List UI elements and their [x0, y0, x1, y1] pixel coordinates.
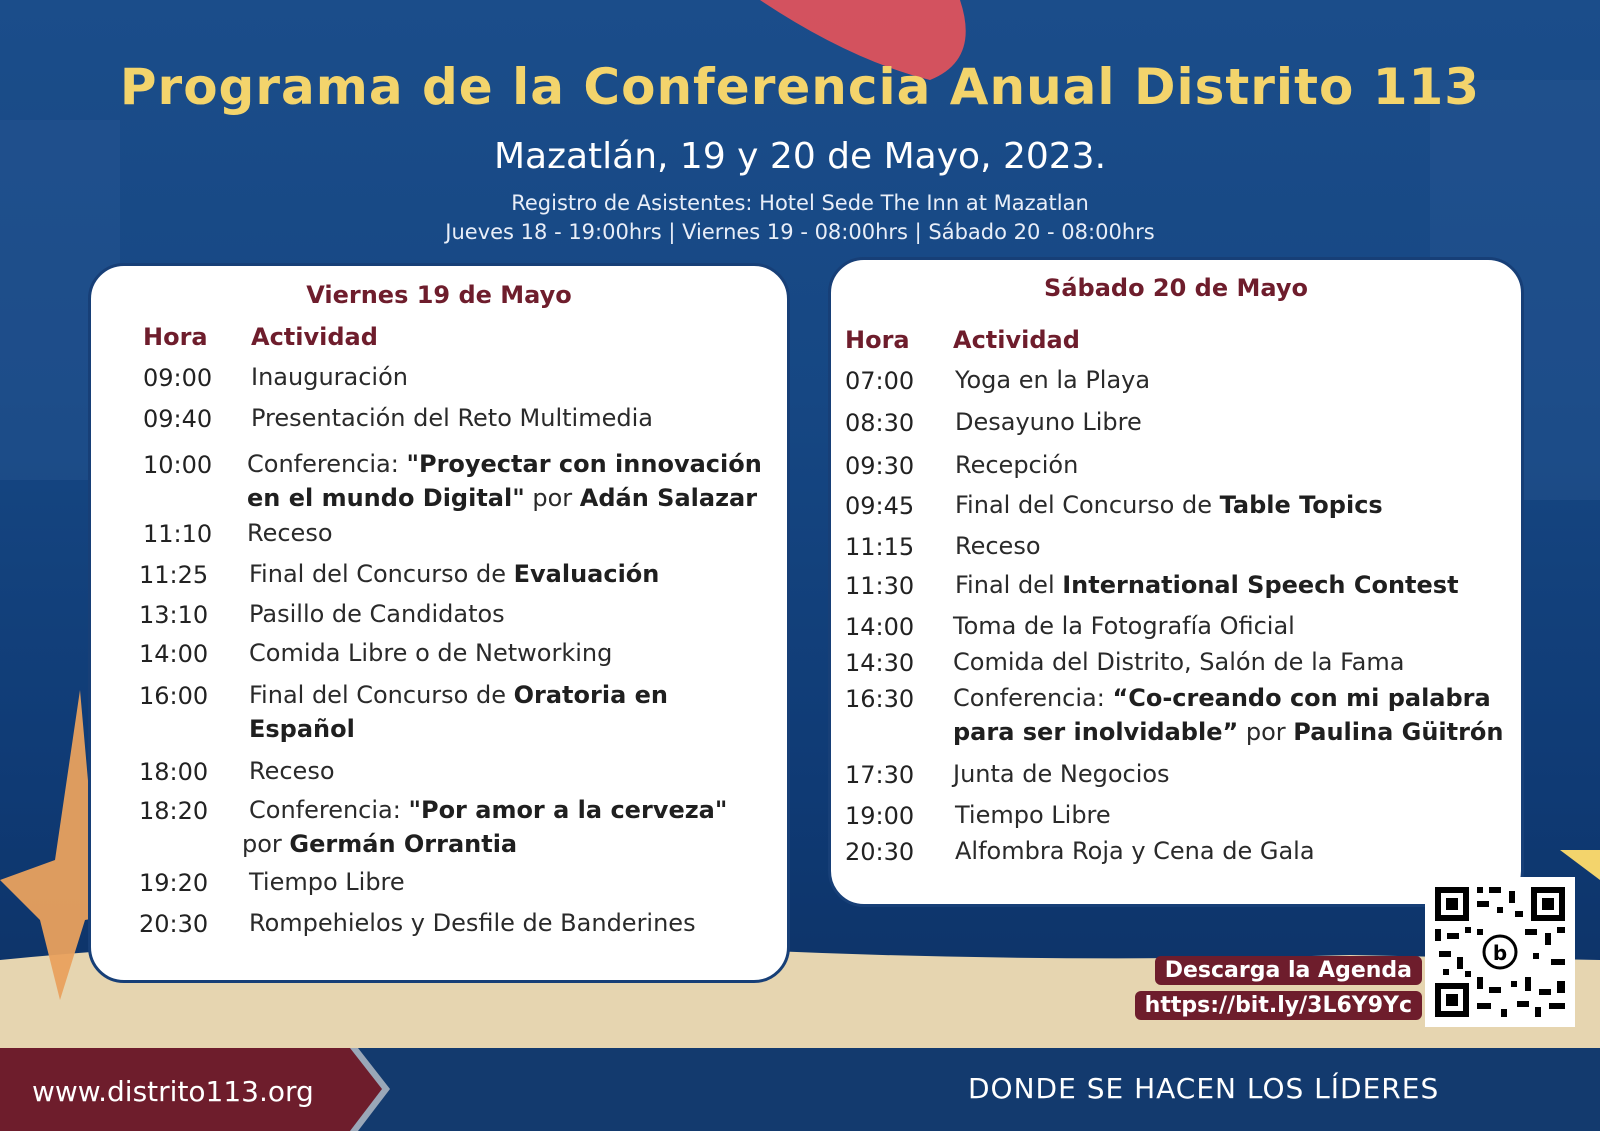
activity-cell: Final del International Speech Contest — [955, 571, 1459, 599]
time-cell: 11:10 — [143, 520, 213, 548]
event-date-location: Mazatlán, 19 y 20 de Mayo, 2023. — [493, 136, 1107, 177]
activity-cell: Presentación del Reto Multimedia — [251, 404, 653, 432]
activity-cell: Final del Concurso de Table Topics — [955, 491, 1383, 519]
page-title: Programa de la Conferencia Anual Distrito 113 — [119, 58, 1481, 116]
time-cell: 09:30 — [845, 452, 915, 480]
activity-cell: Toma de la Fotografía Oficial — [953, 612, 1295, 640]
activity-cell: Comida Libre o de Networking — [249, 639, 613, 667]
download-agenda-link[interactable]: https://bit.ly/3L6Y9Yc — [1135, 991, 1422, 1020]
qr-code[interactable] — [1425, 877, 1575, 1027]
time-cell: 09:40 — [143, 405, 213, 433]
registration-hours: Jueves 18 - 19:00hrs | Viernes 19 - 08:00hrs | Sábado 20 - 08:00hrs — [445, 220, 1155, 244]
time-cell: 20:30 — [845, 838, 915, 866]
saturday-col-time-header: Hora — [845, 326, 910, 354]
saturday-col-activity-header: Actividad — [953, 326, 1080, 354]
activity-cell: Receso — [249, 757, 335, 785]
activity-cell: Receso — [955, 532, 1041, 560]
time-cell: 11:15 — [845, 533, 915, 561]
time-cell: 16:00 — [139, 682, 209, 710]
time-cell: 11:30 — [845, 572, 915, 600]
website-link[interactable]: www.distrito113.org — [32, 1075, 314, 1108]
activity-cell: Final del Concurso de Oratoria en Español — [249, 681, 668, 743]
activity-cell: Tiempo Libre — [249, 868, 405, 896]
activity-cell: Conferencia: "Proyectar con innovación en el mundo Digital" por Adán Salazar — [247, 450, 762, 512]
activity-cell: Conferencia: “Co-creando con mi palabra para ser inolvidable” por Paulina Güitrón — [953, 684, 1504, 746]
friday-title: Viernes 19 de Mayo — [306, 281, 572, 309]
saturday-title: Sábado 20 de Mayo — [1044, 274, 1308, 302]
activity-cell: Final del Concurso de Evaluación — [249, 560, 660, 588]
activity-cell: Conferencia: "Por amor a la cerveza" por Germán Orrantia — [242, 796, 728, 858]
activity-cell: Desayuno Libre — [955, 408, 1142, 436]
footer-arrow-icon — [330, 1048, 400, 1131]
time-cell: 18:20 — [139, 797, 209, 825]
time-cell: 18:00 — [139, 758, 209, 786]
activity-cell: Yoga en la Playa — [955, 366, 1151, 394]
activity-cell: Tiempo Libre — [955, 801, 1111, 829]
activity-cell: Junta de Negocios — [953, 760, 1170, 788]
activity-cell: Alfombra Roja y Cena de Gala — [955, 837, 1315, 865]
time-cell: 20:30 — [139, 910, 209, 938]
activity-cell: Receso — [247, 519, 333, 547]
activity-cell: Comida del Distrito, Salón de la Fama — [953, 648, 1405, 676]
svg-text:b: b — [1492, 941, 1508, 965]
friday-schedule-card — [88, 263, 790, 983]
time-cell: 07:00 — [845, 367, 915, 395]
activity-cell: Pasillo de Candidatos — [249, 600, 505, 628]
activity-cell: Rompehielos y Desfile de Banderines — [249, 909, 696, 937]
friday-col-time-header: Hora — [143, 323, 208, 351]
time-cell: 09:45 — [845, 492, 915, 520]
time-cell: 14:00 — [139, 640, 209, 668]
activity-cell: Recepción — [955, 451, 1079, 479]
activity-cell: Inauguración — [251, 363, 408, 391]
time-cell: 17:30 — [845, 761, 915, 789]
time-cell: 14:30 — [845, 649, 915, 677]
time-cell: 09:00 — [143, 364, 213, 392]
friday-col-activity-header: Actividad — [251, 323, 378, 351]
time-cell: 10:00 — [143, 451, 213, 479]
saturday-schedule-card — [828, 257, 1524, 907]
time-cell: 19:20 — [139, 869, 209, 897]
time-cell: 16:30 — [845, 685, 915, 713]
time-cell: 08:30 — [845, 409, 915, 437]
qr-code-icon — [1425, 877, 1575, 1027]
time-cell: 13:10 — [139, 601, 209, 629]
time-cell: 11:25 — [139, 561, 209, 589]
footer-slogan: DONDE SE HACEN LOS LÍDERES — [968, 1072, 1440, 1105]
registration-info: Registro de Asistentes: Hotel Sede The Inn at Mazatlan — [511, 191, 1089, 215]
download-agenda-label: Descarga la Agenda — [1155, 956, 1422, 985]
time-cell: 19:00 — [845, 802, 915, 830]
time-cell: 14:00 — [845, 613, 915, 641]
